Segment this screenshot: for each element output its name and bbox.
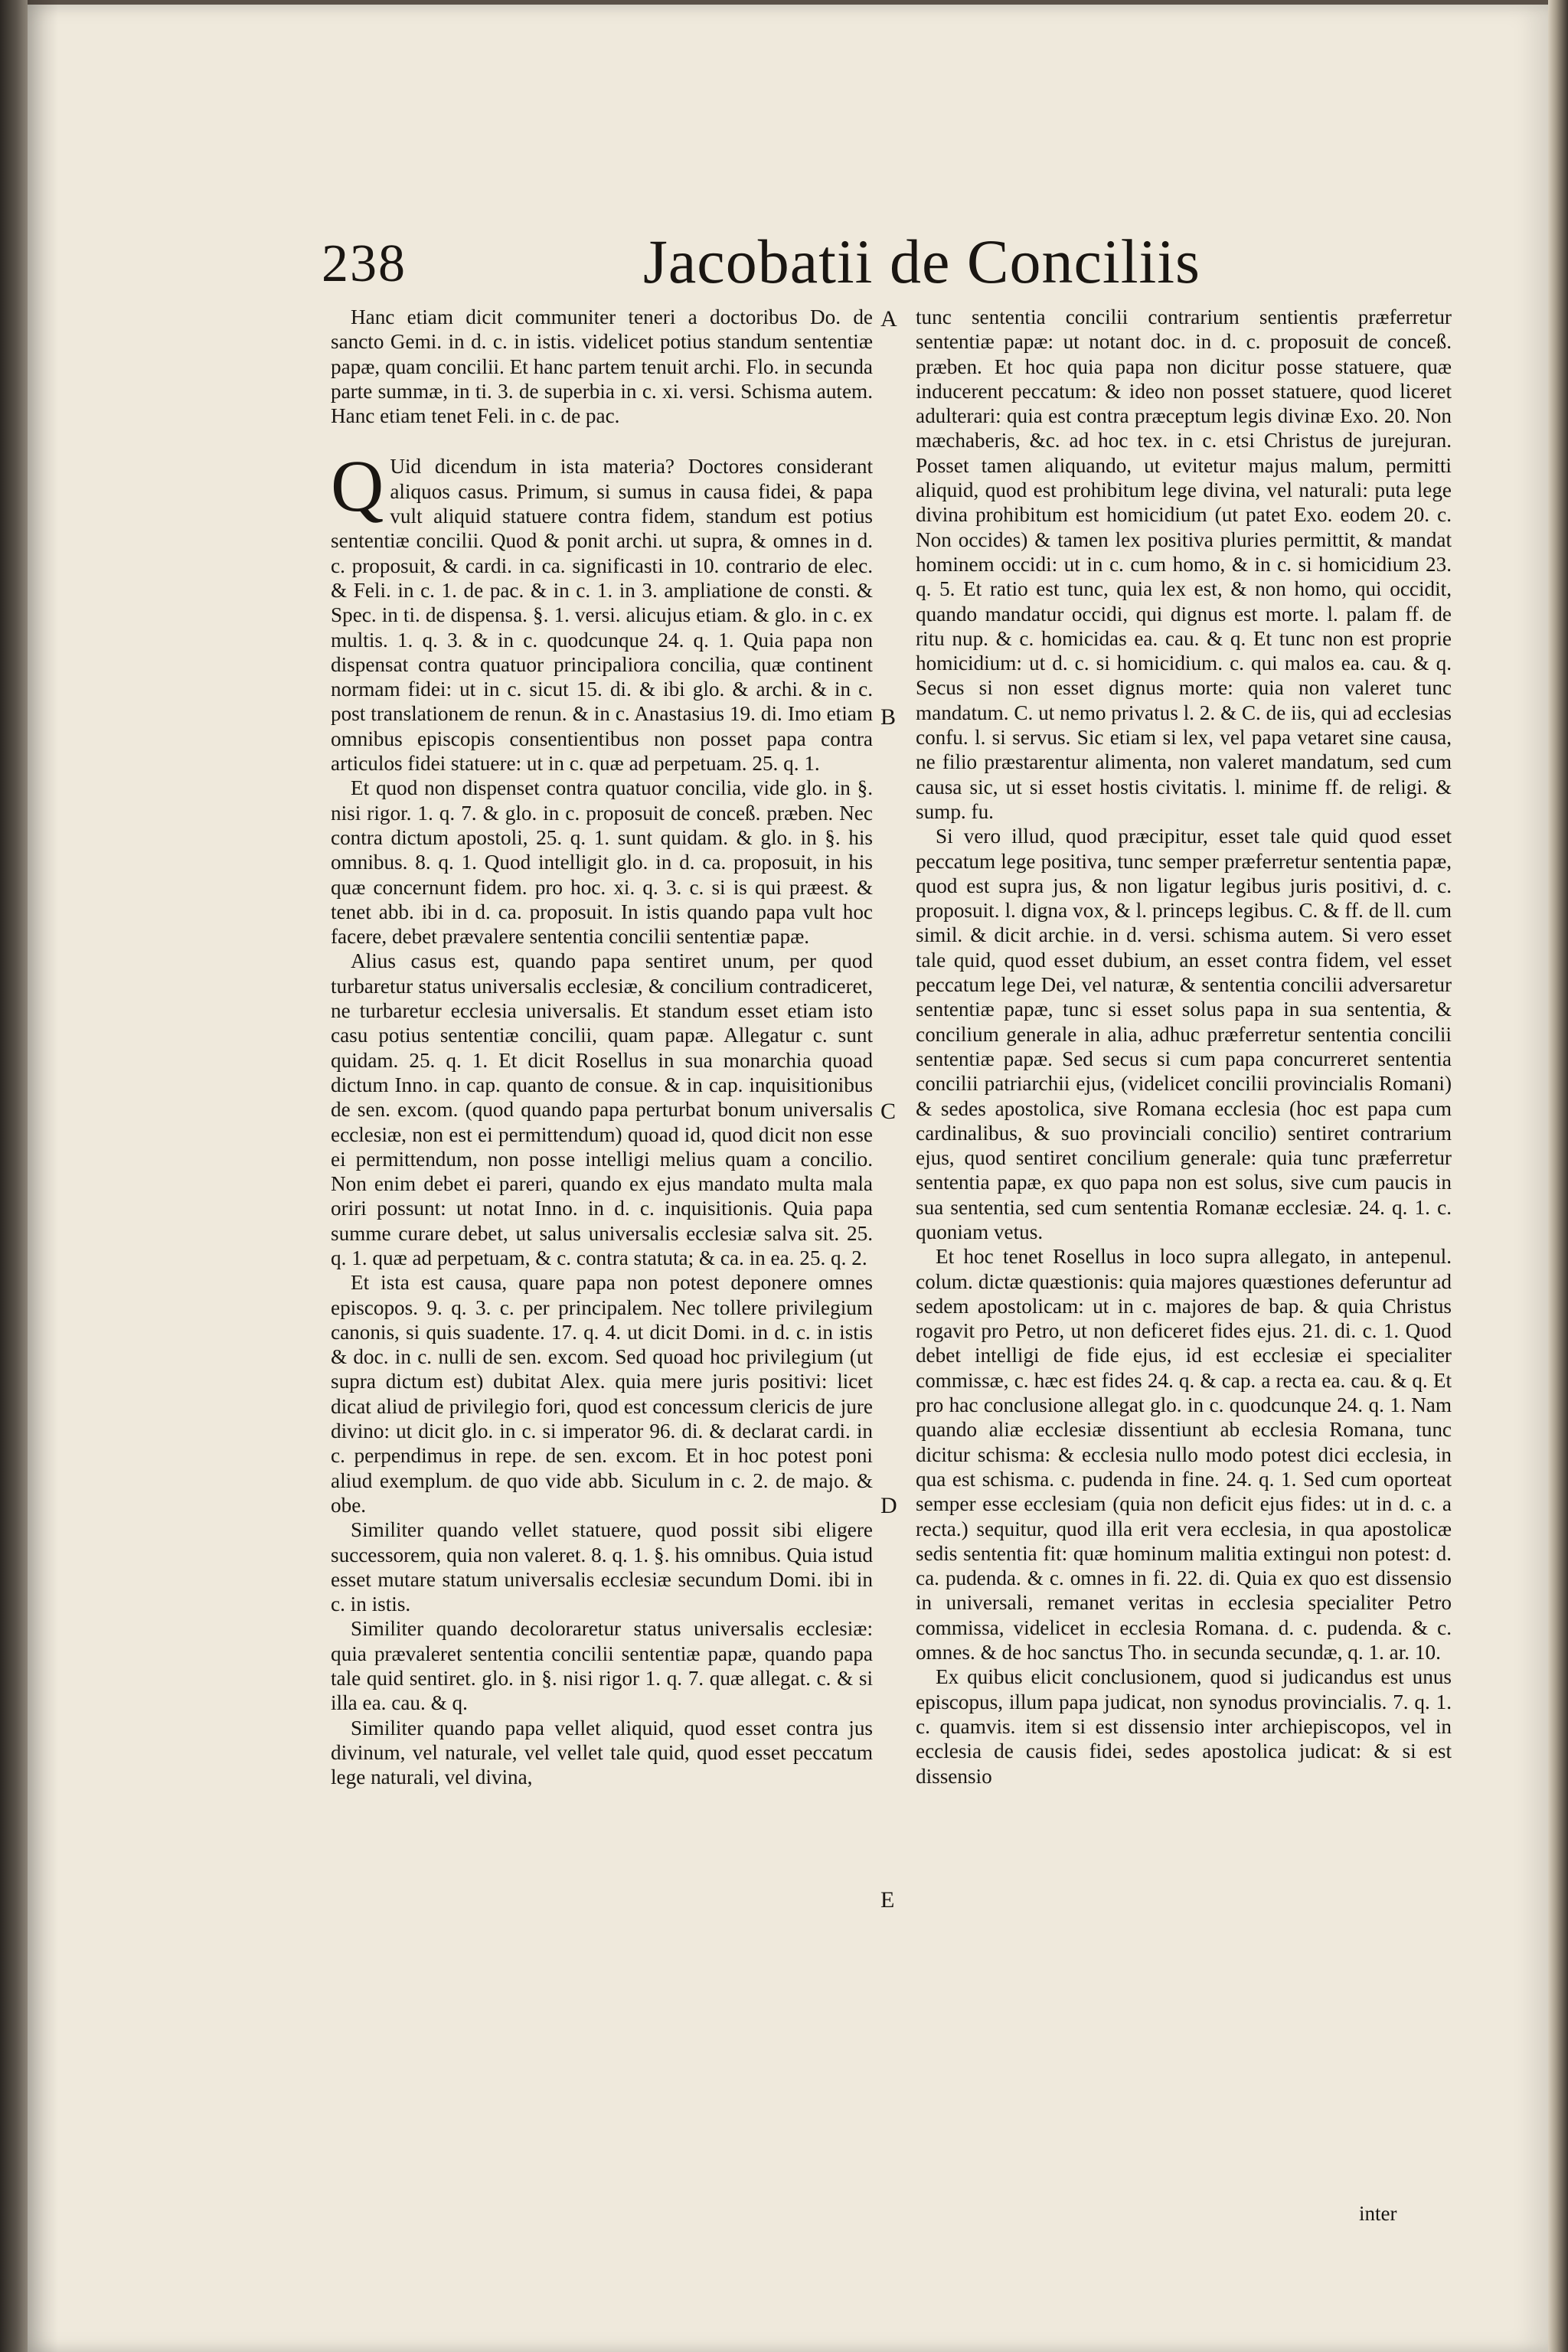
paragraph-text: Uid dicendum in ista materia? Doctores considerant aliquos casus. Primum, si sumus in causa fidei, & papa vult aliquid statuere contra fidem, standum est potius sententiæ concilii. Quod & ponit archi. ut supra, & omnes in d. c. proposuit, & cardi. in ca. significasti in 10. contrario de elec. & Feli. in c. 1. de pac. & in c. 1. in 3. ampliatione de consti. & Spec. in ti. de dispensa. §. 1. versi. alicujus etiam. & glo. in c. ex multis. 1. q. 3. & in c. quodcunque 24. q. 1. Quia papa non dispensat contra quatuor principaliora concilia, quæ continent normam fidei: ut in c. sicut 15. di. & ibi glo. & archi. & in c. post translationem de renun. & in c. Anastasius 19. di. Imo etiam omnibus episcopis consentientibus non posset papa contra articulos fidei statuere: ut in c. quæ ad perpetuam. 25. q. 1. [331, 455, 873, 776]
margin-letter-b: B [880, 704, 897, 730]
margin-letter-a: A [880, 306, 897, 332]
margin-letter-d: D [880, 1493, 897, 1518]
paragraph: Hanc etiam dicit communiter teneri a doctoribus Do. de sancto Gemi. in d. c. in istis. videlicet potius standum sententiæ papæ, quam concilii. Et hanc partem tenuit archi. Flo. in secunda parte summæ, in ti. 3. de superbia in c. xi. versi. Schisma autem. Hanc etiam tenet Feli. in c. de pac. [331, 305, 873, 428]
paragraph: Similiter quando vellet statuere, quod possit sibi eligere successorem, quia non valeret. 8. q. 1. §. his omnibus. Quia istud esset mutare statum universalis ecclesiæ secundum Domi. ibi in c. in istis. [331, 1518, 873, 1616]
page-header [322, 226, 1240, 302]
page-edge [1548, 0, 1568, 2352]
page-number: 238 [322, 234, 407, 293]
paragraph: Et ista est causa, quare papa non potest deponere omnes episcopos. 9. q. 3. c. per principalem. Nec tollere privilegium canonis, si quis suadente. 17. q. 4. ut dicit Domi. in d. c. in istis & doc. in c. nulli de sen. excom. Sed quoad hoc privilegium (ut supra dictum est) dubitat Alex. quia mere juris positivi: licet dicat aliud de privilegio fori, quod est concessum clericis de jure divino: ut dicit glo. in c. si imperator 96. di. & declarat cardi. in c. perpendimus in repe. de sen. excom. Et in hoc potest poni aliud exemplum. de quo vide abb. Siculum in c. 2. de majo. & obe. [331, 1271, 873, 1517]
paragraph: Ex quibus elicit conclusionem, quod si judicandus est unus episcopus, illum papa judicat, non synodus provincialis. 7. q. 1. c. quamvis. item si est dissensio inter archiepiscopos, vel in ecclesia de causis fidei, sedes apostolica judicat: & si est dissensio [916, 1665, 1452, 1788]
paragraph: Similiter quando decoloraretur status universalis ecclesiæ: quia prævaleret sententia concilii sententiæ papæ, quando papa tale quid sentiret. glo. in §. nisi rigor 1. q. 7. quæ allegat. c. & si illa ea. cau. & q. [331, 1617, 873, 1715]
paragraph: Si vero illud, quod præcipitur, esset tale quid quod esset peccatum lege positiva, tunc semper præferretur sententia papæ, quod est supra jus, & non ligatur legibus juris positivi, d. c. proposuit. l. digna vox, & l. princeps legibus. C. & ff. de ll. cum simil. & dicit archie. in d. versi. schisma autem. Si vero esset tale quid, quod esset dubium, an esset contra fidem, vel esset peccatum lege Dei, vel naturæ, & sententia concilii adversaretur sententiæ papæ, tunc si esset solus papa in sua sententia, & concilium generale in alia, adhuc præferretur sententia concilii sententiæ papæ. Sed secus si cum papa concurreret sententia concilii patriarchii ejus, (videlicet concilii provincialis Romani) & sedes apostolica, sive Romana ecclesia (hoc est papa cum cardinalibus, & suo provinciali concilio) sentiret contrarium ejus, quod sentiret concilium generale: quia tunc præferretur sententia papæ, ex quo papa non est solus, sive cum paucis in sua sententia, sed cum sententia Romanæ ecclesiæ. 24. q. 1. c. quoniam vetus. [916, 825, 1452, 1243]
catchword: inter [1359, 2202, 1397, 2225]
drop-cap: Q [331, 445, 384, 528]
binding-shadow [28, 0, 58, 2352]
paragraph-dropcap [331, 445, 873, 776]
paragraph: tunc sententia concilii contrarium sentientis præferretur sententiæ papæ: ut notant doc. in d. c. proposuit de conceß. præben. Et hoc quia papa non dicitur posse statuere, quæ inducerent peccatum: & ideo non posset statuere, quod liceret adulterari: quia est contra præceptum legis divinæ Exo. 20. Non mæchaberis, &c. ad hoc tex. in c. etsi Christus de jurejuran. Posset tamen aliquando, ut evitetur majus malum, permitti aliquid, quod est prohibitum lege divina, vel naturali: puta lege divina prohibitum est homicidium (ut patet Exo. eodem 20. c. Non occides) & tamen lex positiva pluries permittit, & mandat hominem occidi: ut in c. cum homo, & in c. si homicidium 23. q. 5. Et ratio est tunc, quia lex est, & non homo, qui occidit, quando mandatur occidi, qui dignus est morte. l. palam ff. de ritu nup. & c. homicidas ea. cau. & q. Et tunc non est proprie homicidium: ut d. c. si homicidium. c. qui malos ea. cau. & q. Secus si non esset dignus morte: quia non valeret tunc mandatum. C. ut nemo privatus l. 2. & C. de iis, qui ad ecclesias confu. l. si servus. Sic etiam si lex, vel papa vetaret sine causa, ne filio præstarentur alimenta, non valeret mandatum, sed cum causa sic, ut si esset hostis civitatis. l. minime ff. de religi. & sump. fu. [916, 305, 1452, 823]
margin-letter-e: E [880, 1887, 895, 1913]
paragraph: Similiter quando papa vellet aliquid, quod esset contra jus divinum, vel naturale, vel vellet tale quid, quod esset peccatum lege naturali, vel divina, [331, 1716, 873, 1789]
paragraph: Et quod non dispenset contra quatuor concilia, vide glo. in §. nisi rigor. 1. q. 7. & glo. in c. proposuit de conceß. præben. Nec contra dictum apostoli, 25. q. 1. sunt quidam. & glo. in §. his omnibus. 8. q. 1. Quod intelligit glo. in d. ca. proposuit, in his quæ concernunt fidem. pro hoc. xi. q. 3. c. si is qui præest. & tenet abb. ibi in d. ca. proposuit. In istis quando papa vult hoc facere, debet prævalere sententia concilii sententiæ papæ. [331, 776, 873, 949]
margin-letter-c: C [880, 1099, 897, 1124]
book-spine [0, 0, 28, 2352]
paragraph: Et hoc tenet Rosellus in loco supra allegato, in antepenul. colum. dictæ quæstionis: quia majores quæstiones deferuntur ad sedem apostolicam: ut in c. majores de bap. & quia Christus rogavit pro Petro, ut non deficeret fides ejus. 21. di. c. 1. Quod debet intelligi de fide ejus, id est ecclesiæ ei specialiter commissæ, c. hæc est fides 24. q. & cap. a recta ea. cau. & q. Et pro hac conclusione allegat glo. in c. quodcunque 24. q. 1. Nam quando aliæ ecclesiæ dissentiunt ab ecclesia Romana, tunc dicitur schisma: & ecclesia nullo modo potest dici ecclesia, in qua est schisma. c. pudenda in fine. 24. q. 1. Sed cum oporteat semper esse ecclesiam (quia non deficit ejus fides: ut in d. c. a recta.) sequitur, quod illa erit vera ecclesia, in qua apostolicæ sedis sententia fit: quæ hominum malitia extingui non potest: d. ca. pudenda. & c. omnes in fi. 22. di. Quia ex quo est dissensio in universali, remanet veritas in ecclesia specialiter Petro commissa, videlicet in ecclesia Romana. d. c. pudenda. & c. omnes. & de hoc sanctus Tho. in secunda secundæ, q. 1. ar. 10. [916, 1245, 1452, 1664]
left-column [331, 305, 873, 1790]
running-title: Jacobatii de Conciliis [643, 227, 1200, 296]
right-column [916, 305, 1452, 1788]
paragraph: Alius casus est, quando papa sentiret unum, per quod turbaretur status universalis ecclesiæ, & concilium contradiceret, ne turbaretur ecclesia universalis. Et standum esset etiam isto casu potius sententiæ concilii, quam papæ. Allegatur c. sunt quidam. 25. q. 1. Et dicit Rosellus in sua monarchia quoad dictum Inno. in cap. quanto de consue. & in cap. inquisitionibus de sen. excom. (quod quando papa perturbat bonum universalis ecclesiæ, non est ei permittendum) quoad id, quod dicit non esse ei permittendum, non posse intelligi melius quam a concilio. Non enim debet ei pareri, quando ex ejus mandato multa mala oriri possunt: ut notat Inno. in d. c. inquisitionis. Quia papa summe curare debet, ut salus universalis ecclesiæ salva sit. 25. q. 1. quæ ad perpetuam, & c. contra statuta; & ca. in ea. 25. q. 2. [331, 949, 873, 1269]
